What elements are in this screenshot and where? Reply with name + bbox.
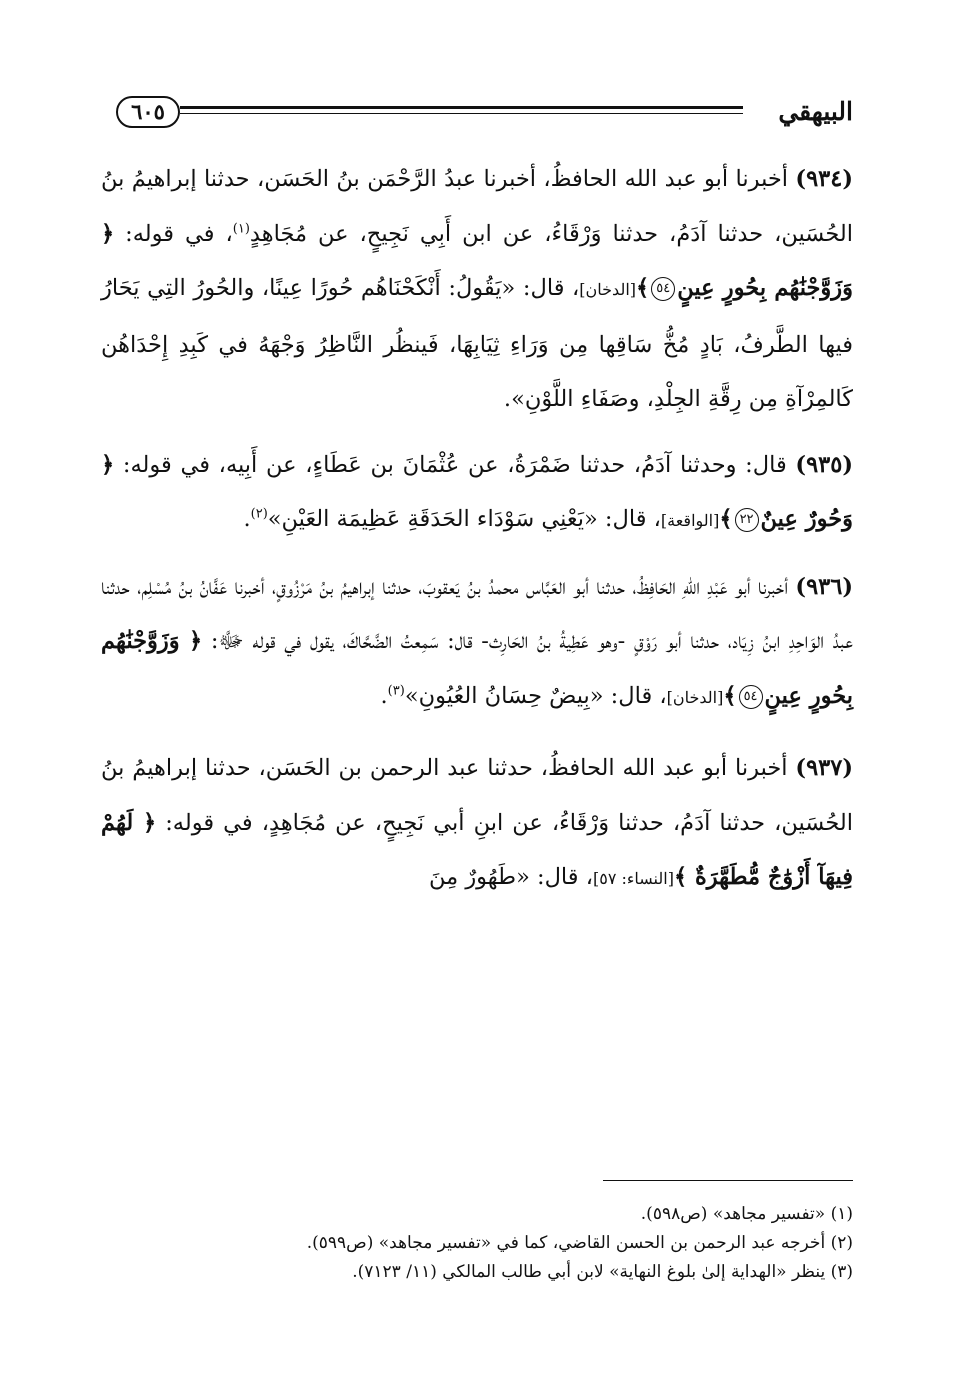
hadith-number: (٩٣٧) — [795, 755, 853, 781]
quran-verse: ﴿ وَحُورٌ عِينٌ — [101, 451, 853, 532]
footnote-ref: (٣) — [387, 683, 405, 698]
quran-bracket: ﴾ — [719, 506, 733, 532]
page-header — [110, 92, 853, 136]
hadith-text: أخبرنا أبو عبد الله الحافظُ، أخبرنا عبدُ الرَّحْمَن بنُ الحَسَن، حدثنا إبراهيمُ بنُ الحُسَين، حدثنا آدَمُ، حدثنا وَرْقَاءُ، عن ابن أَبِي نَجِيحٍ، عن مُجَاهِدٍ — [101, 166, 853, 247]
footnote-ref: (١) — [232, 221, 250, 236]
footnote-3: (٣) ينظر «الهداية إلىٰ بلوغ النهاية» لابن أبي طالب المالكي (١١/ ٧١٢٣). — [352, 1262, 853, 1282]
hadith-text: أخبرنا أبو عَبْدِ اللهِ الحَافِظُ، حدثنا أبو العَبَّاس محمدُ بنُ يَعقوبَ، حدثنا إبراهيمُ بنُ مَرْزُوقٍ، أخبرنا عَفَّانُ بنُ مُسْلِم، حدثنا عبدُ الوَاحِدِ ابنُ زِيَاد، حدثنا أبو رَوْقٍ -وهو عَطِيةُ بنُ الحَارِث- قال: سَمِعتُ الضَّحَّاكَ، يقول في قوله ﷻ: — [101, 573, 853, 654]
footnote-1: (١) «تفسير مجاهد» (ص٥٩٨). — [640, 1204, 853, 1224]
main-text — [101, 152, 853, 918]
header-rule — [180, 106, 743, 109]
ayah-number: ٥٤ — [739, 685, 763, 709]
sura-name: [الدخان] — [579, 280, 637, 299]
hadith-935 — [101, 438, 853, 549]
hadith-text: قال: وحدثنا آدَمُ، حدثنا ضَمْرَةُ، عن عُثْمَانَ بن عَطَاءٍ، عن أَبِيه، في قوله: — [114, 451, 796, 478]
sura-name: [الواقعة] — [660, 511, 720, 530]
quran-bracket: ﴾ — [636, 275, 650, 301]
hadith-text: ، قال: «يَعْنِي سَوْدَاء الحَدَقَةِ عَظِيمَة العَيْنِ» — [267, 506, 661, 532]
page-number: ٦٠٥ — [116, 96, 180, 128]
hadith-number: (٩٣٦) — [795, 573, 853, 600]
quran-verse: ﴿ وَزَوَّجْنَٰهُم بِحُورٍ عِينٍ — [101, 220, 853, 301]
ayah-number: ٢٢ — [735, 508, 759, 532]
sura-name: [النساء: ٥٧] — [592, 869, 674, 888]
hadith-934 — [101, 152, 853, 427]
hadith-text: ، قال: «طَهُورٌ مِنَ — [428, 864, 593, 890]
hadith-text: . — [380, 682, 388, 709]
hadith-number: (٩٣٥) — [795, 451, 853, 478]
quran-bracket: ﴾ — [723, 682, 737, 709]
ayah-number: ٥٤ — [651, 277, 675, 301]
quran-verse: ﴿ لَهُمْ فِيهَآ أَزْوَٰجٌ مُّطَهَّرَةٌ ﴾ — [101, 809, 853, 890]
footnotes — [101, 1200, 853, 1287]
hadith-text: ، قال: «يَقُولُ: أَنْكَحْنَاهُم حُورًا عِينًا، والحُورُ التِي يَحَارُ فيها الطَّرفُ، بَادٍ مُخُّ سَاقِها مِن وَرَاءِ ثِيَابِهَا، فَينظُر النَّاظِرُ وَجْهَهُ في كَبِدِ إِحْدَاهُن كَالمِرْآةِ مِن رِقَّةِ الجِلْدِ، وصَفَاءِ اللَّوْنِ». — [101, 275, 853, 412]
hadith-text: . — [243, 506, 251, 532]
hadith-text: ، في قوله: — [114, 220, 233, 247]
hadith-936 — [101, 560, 853, 726]
book-title: البيهقي — [778, 97, 853, 126]
hadith-text: أخبرنا أبو عبد الله الحافظُ، حدثنا عبد الرحمن بن الحَسَن، حدثنا إبراهيمُ بنُ الحُسَين، حدثنا آدَمُ، حدثنا وَرْقَاءُ، عن ابنِ أبي نَجِيحٍ، عن مُجَاهِدٍ، في قوله: — [101, 755, 853, 836]
hadith-number: (٩٣٤) — [795, 166, 853, 192]
footnote-divider — [603, 1180, 853, 1181]
hadith-text: ، قال: «بِيضٌ حِسَانُ العُيُونِ» — [404, 682, 667, 709]
sura-name: [الدخان] — [666, 687, 724, 707]
footnote-2: (٢) أخرجه عبد الرحمن بن الحسن القاضي، كما في «تفسير مجاهد» (ص٥٩٩). — [306, 1233, 853, 1253]
footnote-ref: (٢) — [250, 506, 268, 522]
header-rule-thin — [180, 113, 743, 114]
quran-verse: ﴿ وَزَوَّجْنَٰهُم بِحُورٍ عِينٍ — [101, 628, 853, 709]
hadith-937 — [101, 741, 853, 907]
